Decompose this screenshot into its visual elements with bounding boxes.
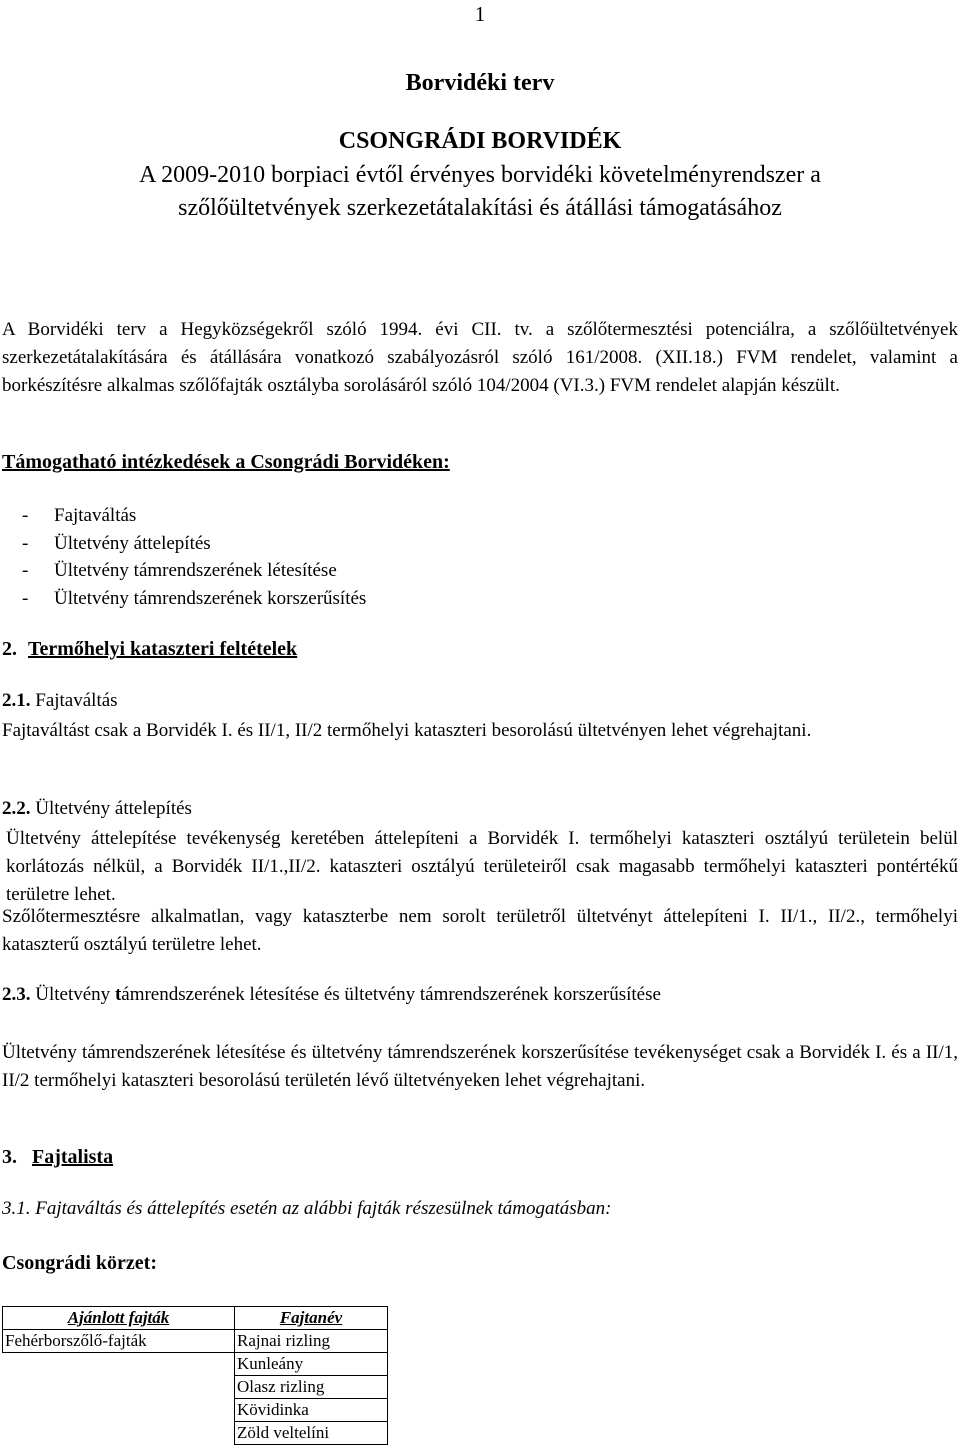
section-3-1-text — [2, 1198, 612, 1220]
list-item — [22, 530, 366, 558]
list-dash: - — [22, 560, 29, 581]
table-cell: Kunleány — [235, 1353, 388, 1376]
section-title: Fajtalista — [32, 1146, 114, 1168]
section-2-2-text-2: Szőlőtermesztésre alkalmatlan, vagy kataszterbe nem sorolt területről ültetvényt áttelepíteni I. II/1., II/2., termőhelyi kataszterű osztályú területre lehet. — [2, 906, 958, 955]
table-header-row — [3, 1307, 388, 1330]
section-2-1-text: Fajtaváltást csak a Borvidék I. és II/1, II/2 termőhelyi kataszteri besorolású ültetvényen lehet végrehajtani. — [2, 720, 812, 741]
section-text: Fajtaváltás és áttelepítés esetén az alábbi fajták részesülnek támogatásban: — [35, 1198, 612, 1219]
table-row — [3, 1353, 388, 1376]
table-row — [3, 1376, 388, 1399]
table-cell — [3, 1422, 235, 1445]
section-number: 3.1. — [2, 1198, 31, 1219]
document-title: Borvidéki terv — [405, 70, 555, 96]
section-2-heading — [2, 638, 297, 661]
table-cell: Kövidinka — [235, 1399, 388, 1422]
section-title: Ültetvény áttelepítés — [35, 798, 192, 819]
document-subtitle-line-2: A 2009-2010 borpiaci évtől érvényes borvidéki követelményrendszer a — [139, 162, 821, 188]
intro-paragraph: A Borvidéki terv a Hegyközségekről szóló 1994. évi CII. tv. a szőlőtermesztési potenciálra, a szőlőültetvények szerkezetátalakítására és átállására vonatkozó szabályozásról szóló 161/2008. (XII.18.) FVM rendelet, valamint a borkészítésre alkalmas szőlőfajták osztályba sorolásáról szóló 104/2004 (VI.3.) FVM rendelet alapján készült. — [2, 319, 958, 396]
list-item — [22, 557, 366, 585]
list-item — [22, 502, 366, 530]
document-subtitle: CSONGRÁDI BORVIDÉK — [338, 128, 622, 154]
list-dash: - — [22, 505, 29, 526]
section-2-1-heading — [2, 690, 118, 712]
measures-heading: Támogatható intézkedések a Csongrádi Borvidéken: — [2, 451, 450, 473]
list-item-text: Fajtaváltás — [54, 505, 137, 526]
list-dash: - — [22, 587, 29, 609]
variety-table — [2, 1306, 388, 1445]
section-number: 2.2. — [2, 798, 31, 819]
table-cell — [3, 1376, 235, 1399]
table-header-cell: Fajtanév — [235, 1307, 388, 1330]
table-cell: Olasz rizling — [235, 1376, 388, 1399]
section-title: Fajtaváltás — [35, 690, 118, 711]
list-item-text: Ültetvény áttelepítés — [54, 532, 211, 554]
section-number: 2. — [2, 638, 17, 660]
table-row — [3, 1330, 388, 1353]
table-cell — [3, 1353, 235, 1376]
section-title-rest: ámrendszerének létesítése és ültetvény támrendszerének korszerűsítése — [121, 984, 661, 1005]
section-2-2-heading — [2, 798, 192, 820]
list-item-text: Ültetvény támrendszerének korszerűsítés — [54, 587, 367, 609]
section-title: Termőhelyi kataszteri feltételek — [28, 638, 298, 660]
section-2-3-heading — [2, 984, 661, 1006]
table-header-cell: Ajánlott fajták — [3, 1307, 235, 1330]
list-item — [22, 585, 366, 613]
section-3-heading — [2, 1146, 113, 1169]
page-number: 1 — [474, 2, 486, 26]
district-heading: Csongrádi körzet: — [2, 1252, 157, 1274]
measures-list — [22, 502, 366, 612]
document-subtitle-line-3: szőlőültetvények szerkezetátalakítási és átállási támogatásához — [178, 195, 782, 221]
table-row — [3, 1422, 388, 1445]
section-2-2-text-1: Ültetvény áttelepítése tevékenység keretében áttelepíteni a Borvidék I. termőhelyi kataszteri osztályú területein belül korlátozás nélkül, a Borvidék II/1.,II/2. kataszteri osztályú területeiről csak magasabb termőhelyi kataszteri pontértékű területre lehet. — [6, 828, 958, 905]
section-2-3-text: Ültetvény támrendszerének létesítése és ültetvény támrendszerének korszerűsítése tevékenységet csak a Borvidék I. és a II/1, II/2 termőhelyi kataszteri besorolású területén lévő ültetvényeken lehet végrehajtani. — [2, 1042, 958, 1091]
table-row — [3, 1399, 388, 1422]
section-title-part: Ültetvény — [35, 984, 115, 1005]
table-cell: Zöld veltelíni — [235, 1422, 388, 1445]
section-number: 2.1. — [2, 690, 31, 711]
list-item-text: Ültetvény támrendszerének létesítése — [54, 560, 337, 581]
table-cell — [3, 1399, 235, 1422]
table-cell: Rajnai rizling — [235, 1330, 388, 1353]
section-number: 2.3. — [2, 984, 31, 1005]
section-number: 3. — [2, 1146, 17, 1168]
list-dash: - — [22, 532, 29, 554]
table-cell: Fehérborszőlő-fajták — [3, 1330, 235, 1353]
section-title-bold-letter: t — [114, 984, 122, 1005]
